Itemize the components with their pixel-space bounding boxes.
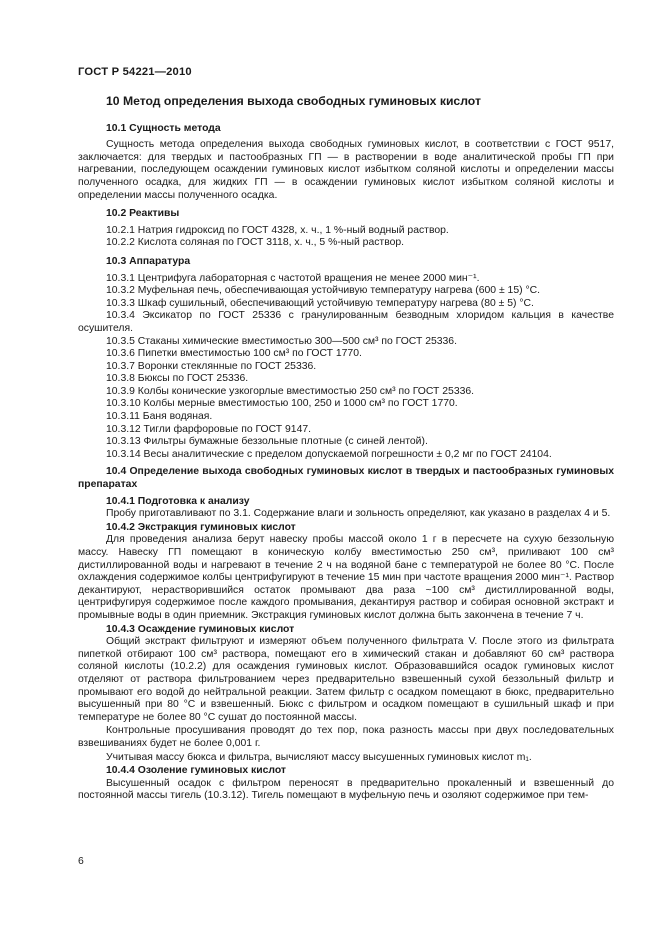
list-item: 10.3.3 Шкаф сушильный, обеспечивающий устойчивую температуру нагрева (80 ± 5) °С. [106, 297, 534, 309]
list-item: 10.3.14 Весы аналитические с пределом допускаемой погрешности ± 0,2 мг по ГОСТ 24104. [106, 448, 552, 460]
list-item: 10.3.8 Бюксы по ГОСТ 25336. [106, 373, 249, 385]
list-item: 10.3.12 Тигли фарфоровые по ГОСТ 9147. [106, 423, 312, 435]
list-item: 10.3.6 Пипетки вместимостью 100 см³ по ГОСТ 1770. [106, 348, 362, 360]
subsection-heading-10-4-4: 10.4.4 Озоление гуминовых кислот [106, 765, 287, 777]
list-item: 10.3.2 Муфельная печь, обеспечивающая устойчивую температуру нагрева (600 ± 15) °С. [106, 285, 540, 297]
page-content [78, 95, 614, 803]
list-item: 10.3.5 Стаканы химические вместимостью 300—500 см³ по ГОСТ 25336. [106, 335, 457, 347]
list-item: 10.3.11 Баня водяная. [106, 411, 213, 423]
paragraph-10-4-3-c: Учитывая массу бюкса и фильтра, вычисляют массу высушенных гуминовых кислот m₁. [106, 751, 532, 763]
paragraph-10-4-3-b: Контрольные просушивания проводят до тех пор, пока разность массы при двух последовательных взвешиваниях будет не более 0,001 г. [78, 725, 614, 749]
page-number: 6 [78, 856, 84, 867]
list-item: 10.3.10 Колбы мерные вместимостью 100, 250 и 1000 см³ по ГОСТ 1770. [106, 398, 458, 410]
list-item: 10.3.13 Фильтры бумажные беззольные плотные (с синей лентой). [106, 436, 428, 448]
list-item: 10.3.9 Колбы конические узкогорлые вместимостью 250 см³ по ГОСТ 25336. [106, 385, 475, 397]
subsection-heading-10-1: 10.1 Сущность метода [106, 122, 221, 134]
subsection-heading-10-4-2: 10.4.2 Экстракция гуминовых кислот [106, 521, 296, 533]
list-item: 10.3.4 Эксикатор по ГОСТ 25336 с гранулированным безводным хлоридом кальция в качестве осушителя. [78, 310, 614, 334]
paragraph-10-1: Сущность метода определения выхода свободных гуминовых кислот, в соответствии с ГОСТ 9517, заключается: для твердых и пастообразных ГП — в растворении в воде аналитической пробы ГП при нагревании, последующем осаждении гуминовых кислот избытком соляной кислоты и определении массы полученного осадка, для жидких ГП — в осаждении гуминовых кислот избытком соляной кислоты и определении массы полученного осадка. [78, 139, 614, 201]
subsection-heading-10-4-1: 10.4.1 Подготовка к анализу [106, 495, 250, 507]
list-item: 10.2.1 Натрия гидроксид по ГОСТ 4328, х. ч., 1 %-ный водный раствор. [106, 224, 449, 236]
standard-header: ГОСТ Р 54221—2010 [78, 66, 192, 78]
subsection-heading-10-4-3: 10.4.3 Осаждение гуминовых кислот [106, 623, 295, 635]
subsection-heading-10-4: 10.4 Определение выхода свободных гуминовых кислот в твердых и пастообразных гуминовых препаратах [78, 466, 614, 491]
list-item: 10.3.1 Центрифуга лабораторная с частотой вращения не менее 2000 мин⁻¹. [106, 272, 480, 284]
list-item: 10.3.7 Воронки стеклянные по ГОСТ 25336. [106, 360, 317, 372]
paragraph-10-4-1: Пробу приготавливают по 3.1. Содержание влаги и зольность определяют, как указано в разделах 4 и 5. [106, 508, 611, 520]
paragraph-10-4-2: Для проведения анализа берут навеску пробы массой около 1 г в пересчете на сухую беззольную массу. Навеску ГП помещают в коническую колбу вместимостью 250 см³, приливают 100 см³ дистиллированной воды и нагревают в течение 2 ч на водяной бане с температурой не более 80 °С. После охлаждения содержимое колбы центрифугируют в течение 15 мин при частоте вращения 2000 мин⁻¹. Раствор декантируют, нерастворившийся остаток промывают два раза ~100 см³ дистиллированной воды, центрифугируя содержимое после каждого промывания, декантируя раствор и собирая основной экстракт и промывные воды в один приемник. Экстракция гуминовых кислот должна быть закончена в течение 7 ч. [78, 534, 614, 621]
subsection-heading-10-2: 10.2 Реактивы [106, 208, 180, 220]
reagents-list [106, 225, 614, 250]
paragraph-10-4-3-a: Общий экстракт фильтруют и измеряют объем полученного фильтрата V. После этого из фильтрата пипеткой отбирают 100 см³ раствора, помещают его в химический стакан и добавляют 60 см³ раствора соляной кислоты (10.2.2) для осаждения гуминовых кислот. Образовавшийся осадок гуминовых кислот отделяют от раствора фильтрованием через предварительно взвешенный сухой беззольный фильтр и промывают его водой до нейтральной реакции. Затем фильтр с осадком помещают в бюкс, предварительно высушенный при 80 °С и взвешенный. Бюкс с фильтром и осадком помещают в сушильный шкаф и при температуре не более 80 °С сушат до постоянной массы. [78, 636, 614, 723]
apparatus-list [78, 272, 614, 462]
section-title: 10 Метод определения выхода свободных гуминовых кислот [106, 94, 481, 108]
paragraph-10-4-4: Высушенный осадок с фильтром переносят в предварительно прокаленный и взвешенный до постоянной массы тигель (10.3.12). Тигель помещают в муфельную печь и озоляют содержимое при тем- [78, 777, 614, 802]
subsection-heading-10-3: 10.3 Аппаратура [106, 255, 191, 267]
list-item: 10.2.2 Кислота соляная по ГОСТ 3118, х. ч., 5 %-ный раствор. [106, 237, 405, 249]
